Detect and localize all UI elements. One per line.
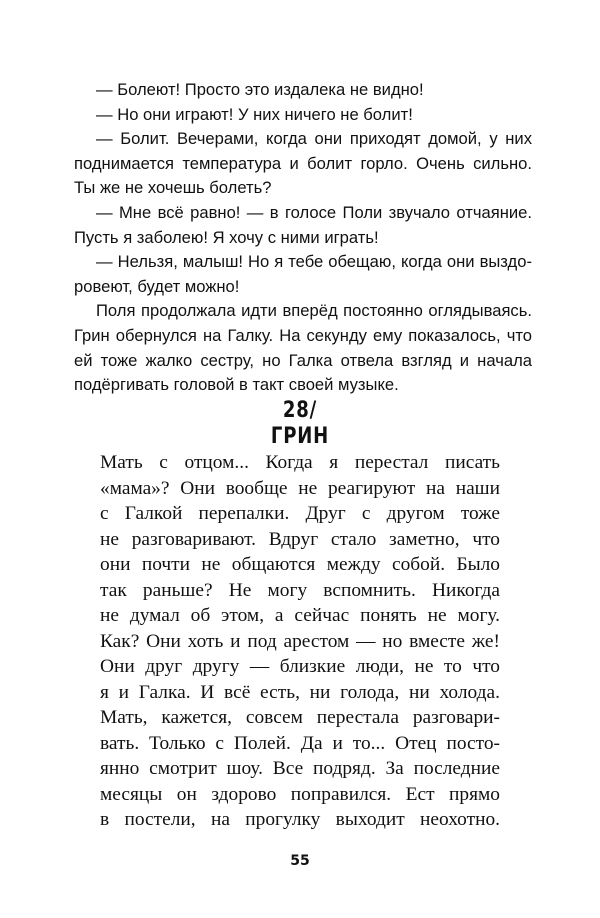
text-line: с Галкой перепалки. Друг с другом тоже [100, 503, 500, 524]
text-line: подёргивать головой в такт своей музыке. [74, 375, 399, 395]
text-line: Пусть я заболею! Я хочу с ними играть! [74, 227, 379, 247]
text-line: — Болит. Вечерами, когда они приходят домой, у них [96, 129, 532, 149]
chapter-body [100, 450, 500, 833]
chapter-number: 28/ [282, 398, 318, 423]
text-line: не думал об этом, а сейчас понять не могу. [100, 605, 500, 626]
text-line: ровеют, будет можно! [74, 276, 240, 296]
text-line: месяцы он здорово поправился. Ест прямо [100, 783, 500, 805]
text-line: — Нельзя, малыш! Но я тебе обещаю, когда они выздо- [96, 252, 532, 272]
text-line: Мать, кажется, совсем перестала разговари- [100, 707, 500, 728]
text-line: Как? Они хоть и под арестом — но вместе же! [100, 630, 500, 652]
chapter-title: ГРИН [270, 424, 330, 449]
text-line: Ты же не хочешь болеть? [74, 178, 272, 198]
text-line: они почти не общаются между собой. Было [100, 554, 500, 575]
text-line: «мама»? Они вообще не реагируют на наши [100, 477, 500, 499]
text-line: янно смотрит шоу. Все подряд. За последние [100, 758, 500, 779]
text-line: поднимается температура и болит горло. Очень сильно. [74, 153, 532, 173]
text-line: — Мне всё равно! — в голосе Поли звучало отчаяние. [96, 202, 532, 222]
text-line: в постели, на прогулку выходит неохотно. [100, 809, 500, 830]
text-line: не разговаривают. Вдруг стало заметно, что [100, 528, 500, 550]
dialogue-passage [74, 78, 532, 398]
text-line: Они друг другу — близкие люди, не то что [100, 656, 500, 677]
page-number: 55 [290, 853, 310, 869]
text-line: — Болеют! Просто это издалека не видно! [96, 80, 424, 99]
text-line: — Но они играют! У них ничего не болит! [96, 104, 413, 124]
text-line: я и Галка. И всё есть, ни голода, ни холода. [100, 681, 500, 703]
text-line: Поля продолжала идти вперёд постоянно оглядываясь. [96, 301, 532, 321]
text-line: Мать с отцом... Когда я перестал писать [100, 452, 500, 473]
text-line: Грин обернулся на Галку. На секунду ему показалось, что [74, 325, 532, 345]
text-line: вать. Только с Полей. Да и то... Отец посто- [100, 732, 500, 754]
text-line: ей тоже жалко сестру, но Галка отвела взгляд и начала [74, 350, 532, 370]
text-line: так раньше? Не могу вспомнить. Никогда [100, 579, 500, 601]
